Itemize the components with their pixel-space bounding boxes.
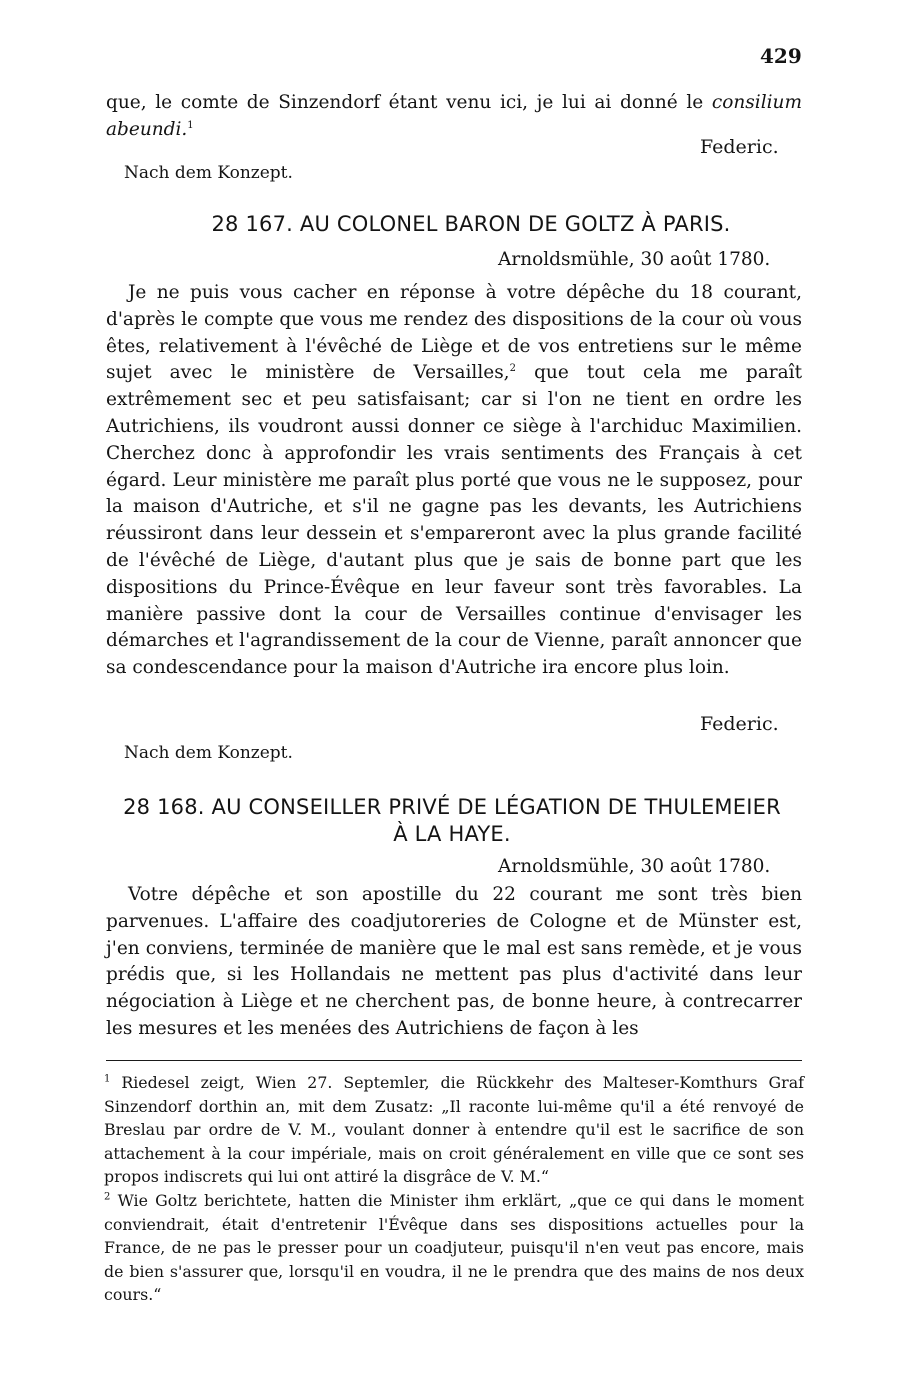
letter1-dateline: Arnoldsmühle, 30 août 1780. — [498, 249, 771, 270]
intro-paragraph — [106, 90, 802, 144]
intro-text: que, le comte de Sinzendorf étant venu ici, je lui ai donné le — [106, 92, 712, 113]
letter1-signature: Federic. — [700, 713, 779, 735]
footnote-1-text: Riedesel zeigt, Wien 27. Septemler, die Rückkehr des Malteser-Komthurs Graf Sinzendorf dorthin an, mit dem Zusatz: „Il raconte lui-même qu'il a été renvoyé de Breslau par ordre de V. M., voulant donner à entendre qu'il est le sacrifice de son attachement à la cour impériale, mais on croit généralement en ville que ce sont ses propos indiscrets qui lui ont attiré la disgrâce de V. M.“ — [104, 1073, 804, 1187]
intro-signature: Federic. — [700, 136, 779, 158]
letter1-body-text-a: Je ne puis vous cacher en réponse à votre dépêche du 18 courant, d'après le compte que vous me rendez des dispositions de la cour où vous êtes, relativement à l'évêché de Liège et de vos entretiens sur le même sujet avec le ministère de Versailles, — [106, 282, 802, 384]
footnote-2-number: 2 — [104, 1191, 111, 1203]
letter1-body — [106, 280, 802, 682]
letter2-heading-line1: 28 168. AU CONSEILLER PRIVÉ DE LÉGATION DE THULEMEIER — [123, 795, 781, 819]
footnote-ref-1: 1 — [187, 119, 194, 131]
footnote-ref-2: 2 — [509, 363, 516, 375]
footnote-2 — [104, 1189, 804, 1307]
letter1-heading: 28 167. AU COLONEL BARON DE GOLTZ À PARIS. — [211, 212, 731, 236]
letter1-body-text-b: que tout cela me paraît extrêmement sec et peu satisfaisant; car si l'on ne tient en ordre les Autrichiens, ils voudront aussi donner ce siège à l'archiduc Maximilien. Cherchez donc à approfondir les vrais sentiments des Français à cet égard. Leur ministère me paraît plus porté que vous ne le supposez, pour la maison d'Autriche, et s'il ne gagne pas les devants, les Autrichiens réussiront dans leur dessein et s'empareront avec la plus grande facilité de l'évêché de Liège, d'autant plus que je sais de bonne part que les dispositions du Prince-Évêque en leur faveur sont très favorables. La manière passive dont la cour de Versailles continue d'envisager les démarches et l'agrandissement de la cour de Vienne, paraît annoncer que sa condescendance pour la maison d'Autriche ira encore plus loin. — [106, 362, 803, 679]
footnote-1 — [104, 1071, 804, 1189]
intro-source-note: Nach dem Konzept. — [124, 163, 293, 183]
footnote-divider — [106, 1060, 802, 1061]
page-number: 429 — [760, 44, 802, 68]
footnote-2-text: Wie Goltz berichtete, hatten die Minister ihm erklärt, „que ce qui dans le moment conviendrait, était d'entretenir l'Évêque dans ses dispositions actuelles pour la France, de ne pas le presser pour un coadjuteur, puisqu'il n'en veut pas encore, mais de bien s'assurer que, lorsqu'il en voudra, il ne le prendra que des mains de nos deux cours.“ — [104, 1191, 804, 1305]
footnote-1-number: 1 — [104, 1073, 111, 1085]
letter2-dateline: Arnoldsmühle, 30 août 1780. — [498, 856, 771, 877]
letter2-heading-line2: À LA HAYE. — [393, 822, 511, 846]
letter1-source-note: Nach dem Konzept. — [124, 743, 293, 763]
letter2-body: Votre dépêche et son apostille du 22 courant me sont très bien parvenues. L'affaire des coadjutoreries de Cologne et de Münster est, j'en conviens, terminée de manière que le mal est sans remède, et je vous prédis que, si les Hollandais ne mettent pas plus d'activité dans leur négociation à Liège et ne cherchent pas, de bonne heure, à contrecarrer les mesures et les menées des Autrichiens de façon à les — [106, 884, 802, 1039]
intro-italic-phrase: consilium abeundi. — [106, 92, 802, 140]
